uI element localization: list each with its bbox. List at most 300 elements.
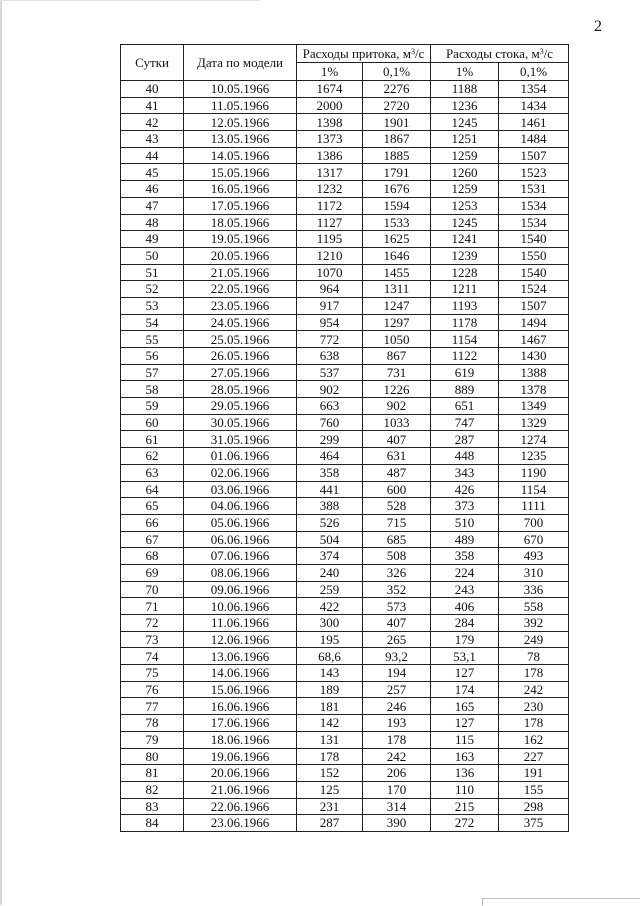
cell-inflow-1pct: 131	[297, 731, 363, 748]
cell-inflow-1pct: 287	[297, 815, 363, 832]
cell-day: 79	[121, 731, 184, 748]
cell-inflow-1pct: 537	[297, 364, 363, 381]
cell-inflow-1pct: 1674	[297, 81, 363, 98]
cell-outflow-1pct: 1259	[431, 181, 499, 198]
cell-date: 14.05.1966	[184, 147, 297, 164]
cell-day: 68	[121, 548, 184, 565]
cell-outflow-01pct: 700	[499, 514, 569, 531]
cell-outflow-01pct: 227	[499, 748, 569, 765]
table-row	[121, 564, 569, 581]
table-row	[121, 214, 569, 231]
cell-inflow-1pct: 299	[297, 431, 363, 448]
cell-outflow-01pct: 1507	[499, 147, 569, 164]
cell-outflow-1pct: 179	[431, 631, 499, 648]
cell-inflow-1pct: 195	[297, 631, 363, 648]
header-outflow-01pct: 0,1%	[499, 63, 569, 81]
cell-outflow-1pct: 287	[431, 431, 499, 448]
cell-inflow-01pct: 93,2	[363, 648, 431, 665]
cell-outflow-01pct: 1329	[499, 414, 569, 431]
cell-day: 65	[121, 498, 184, 515]
cell-inflow-01pct: 685	[363, 531, 431, 548]
cell-inflow-1pct: 917	[297, 297, 363, 314]
cell-day: 78	[121, 715, 184, 732]
cell-inflow-01pct: 1791	[363, 164, 431, 181]
cell-day: 45	[121, 164, 184, 181]
cell-day: 51	[121, 264, 184, 281]
cell-outflow-1pct: 224	[431, 564, 499, 581]
cell-inflow-01pct: 867	[363, 348, 431, 365]
cell-outflow-01pct: 1388	[499, 364, 569, 381]
cell-outflow-01pct: 178	[499, 715, 569, 732]
cell-day: 47	[121, 197, 184, 214]
cell-inflow-1pct: 504	[297, 531, 363, 548]
cell-outflow-1pct: 510	[431, 514, 499, 531]
cell-outflow-01pct: 155	[499, 781, 569, 798]
cell-day: 61	[121, 431, 184, 448]
table-row	[121, 197, 569, 214]
cell-inflow-1pct: 663	[297, 398, 363, 415]
cell-date: 04.06.1966	[184, 498, 297, 515]
table-row	[121, 348, 569, 365]
cell-outflow-01pct: 1534	[499, 197, 569, 214]
cell-inflow-1pct: 422	[297, 598, 363, 615]
cell-outflow-01pct: 1507	[499, 297, 569, 314]
cell-day: 82	[121, 781, 184, 798]
cell-outflow-1pct: 1154	[431, 331, 499, 348]
table-row	[121, 715, 569, 732]
cell-outflow-1pct: 619	[431, 364, 499, 381]
cell-day: 42	[121, 114, 184, 131]
cell-outflow-01pct: 310	[499, 564, 569, 581]
cell-day: 54	[121, 314, 184, 331]
cell-outflow-1pct: 1122	[431, 348, 499, 365]
cell-inflow-1pct: 638	[297, 348, 363, 365]
cell-inflow-01pct: 407	[363, 615, 431, 632]
cell-outflow-01pct: 1430	[499, 348, 569, 365]
cell-inflow-1pct: 902	[297, 381, 363, 398]
cell-outflow-01pct: 230	[499, 698, 569, 715]
cell-inflow-1pct: 125	[297, 781, 363, 798]
cell-outflow-1pct: 272	[431, 815, 499, 832]
cell-inflow-01pct: 194	[363, 665, 431, 682]
cell-outflow-01pct: 1461	[499, 114, 569, 131]
table-row	[121, 748, 569, 765]
cell-outflow-01pct: 1550	[499, 247, 569, 264]
cell-outflow-01pct: 558	[499, 598, 569, 615]
cell-day: 50	[121, 247, 184, 264]
cell-inflow-01pct: 1033	[363, 414, 431, 431]
table-row	[121, 231, 569, 248]
cell-inflow-1pct: 181	[297, 698, 363, 715]
cell-outflow-1pct: 1245	[431, 114, 499, 131]
cell-outflow-01pct: 670	[499, 531, 569, 548]
cell-date: 27.05.1966	[184, 364, 297, 381]
table-header	[121, 45, 569, 81]
cell-date: 13.06.1966	[184, 648, 297, 665]
cell-date: 23.06.1966	[184, 815, 297, 832]
table-row	[121, 698, 569, 715]
cell-outflow-1pct: 165	[431, 698, 499, 715]
cell-day: 48	[121, 214, 184, 231]
table-row	[121, 114, 569, 131]
cell-date: 22.05.1966	[184, 281, 297, 298]
cell-inflow-1pct: 240	[297, 564, 363, 581]
cell-date: 06.06.1966	[184, 531, 297, 548]
cell-inflow-01pct: 265	[363, 631, 431, 648]
header-date: Дата по модели	[184, 45, 297, 81]
cell-inflow-01pct: 390	[363, 815, 431, 832]
cell-inflow-01pct: 600	[363, 481, 431, 498]
table-row	[121, 615, 569, 632]
page-number: 2	[594, 18, 602, 35]
cell-date: 24.05.1966	[184, 314, 297, 331]
cell-date: 29.05.1966	[184, 398, 297, 415]
cell-date: 01.06.1966	[184, 448, 297, 465]
cell-day: 53	[121, 297, 184, 314]
header-outflow-text: Расходы стока, м	[445, 46, 540, 61]
cell-outflow-01pct: 1434	[499, 97, 569, 114]
header-inflow-text: Расходы притока, м	[302, 46, 411, 61]
cell-outflow-1pct: 110	[431, 781, 499, 798]
cell-outflow-01pct: 1523	[499, 164, 569, 181]
cell-inflow-1pct: 178	[297, 748, 363, 765]
cell-day: 66	[121, 514, 184, 531]
cell-outflow-01pct: 1484	[499, 131, 569, 148]
cell-date: 08.06.1966	[184, 564, 297, 581]
cell-day: 41	[121, 97, 184, 114]
cell-outflow-1pct: 127	[431, 715, 499, 732]
cell-inflow-1pct: 1070	[297, 264, 363, 281]
cell-outflow-1pct: 163	[431, 748, 499, 765]
cell-outflow-1pct: 406	[431, 598, 499, 615]
cell-outflow-01pct: 1190	[499, 464, 569, 481]
cell-date: 19.05.1966	[184, 231, 297, 248]
cell-outflow-1pct: 651	[431, 398, 499, 415]
cell-outflow-01pct: 375	[499, 815, 569, 832]
cell-inflow-01pct: 352	[363, 581, 431, 598]
cell-inflow-1pct: 954	[297, 314, 363, 331]
table-row	[121, 164, 569, 181]
cell-outflow-1pct: 889	[431, 381, 499, 398]
cell-date: 21.05.1966	[184, 264, 297, 281]
header-inflow-sup: 3	[411, 47, 415, 56]
cell-day: 64	[121, 481, 184, 498]
cell-outflow-1pct: 448	[431, 448, 499, 465]
table-row	[121, 414, 569, 431]
cell-inflow-1pct: 1398	[297, 114, 363, 131]
cell-outflow-1pct: 53,1	[431, 648, 499, 665]
cell-inflow-01pct: 257	[363, 681, 431, 698]
cell-outflow-1pct: 1193	[431, 297, 499, 314]
table-row	[121, 247, 569, 264]
cell-day: 75	[121, 665, 184, 682]
cell-date: 26.05.1966	[184, 348, 297, 365]
cell-day: 63	[121, 464, 184, 481]
cell-inflow-1pct: 152	[297, 765, 363, 782]
cell-inflow-1pct: 358	[297, 464, 363, 481]
cell-outflow-1pct: 747	[431, 414, 499, 431]
cell-inflow-01pct: 902	[363, 398, 431, 415]
cell-inflow-1pct: 772	[297, 331, 363, 348]
cell-outflow-01pct: 249	[499, 631, 569, 648]
cell-date: 28.05.1966	[184, 381, 297, 398]
cell-day: 44	[121, 147, 184, 164]
cell-outflow-01pct: 1540	[499, 264, 569, 281]
cell-outflow-01pct: 1235	[499, 448, 569, 465]
cell-day: 77	[121, 698, 184, 715]
cell-inflow-01pct: 407	[363, 431, 431, 448]
cell-outflow-01pct: 1494	[499, 314, 569, 331]
cell-outflow-1pct: 1211	[431, 281, 499, 298]
header-inflow	[297, 45, 431, 63]
table-body	[121, 81, 569, 832]
cell-outflow-1pct: 1228	[431, 264, 499, 281]
cell-outflow-01pct: 1534	[499, 214, 569, 231]
cell-outflow-01pct: 1349	[499, 398, 569, 415]
table-row	[121, 448, 569, 465]
cell-inflow-01pct: 170	[363, 781, 431, 798]
cell-inflow-01pct: 206	[363, 765, 431, 782]
table-row	[121, 364, 569, 381]
cell-date: 10.05.1966	[184, 81, 297, 98]
cell-date: 31.05.1966	[184, 431, 297, 448]
cell-day: 57	[121, 364, 184, 381]
cell-outflow-1pct: 115	[431, 731, 499, 748]
cell-day: 52	[121, 281, 184, 298]
cell-outflow-1pct: 426	[431, 481, 499, 498]
cell-inflow-01pct: 1247	[363, 297, 431, 314]
cell-day: 56	[121, 348, 184, 365]
cell-day: 49	[121, 231, 184, 248]
table-row	[121, 464, 569, 481]
cell-inflow-01pct: 631	[363, 448, 431, 465]
cell-date: 12.05.1966	[184, 114, 297, 131]
cell-day: 73	[121, 631, 184, 648]
cell-date: 03.06.1966	[184, 481, 297, 498]
cell-inflow-1pct: 68,6	[297, 648, 363, 665]
cell-day: 40	[121, 81, 184, 98]
cell-outflow-01pct: 78	[499, 648, 569, 665]
cell-outflow-1pct: 373	[431, 498, 499, 515]
cell-inflow-01pct: 1455	[363, 264, 431, 281]
cell-inflow-01pct: 1533	[363, 214, 431, 231]
cell-date: 12.06.1966	[184, 631, 297, 648]
cell-outflow-01pct: 162	[499, 731, 569, 748]
cell-date: 07.06.1966	[184, 548, 297, 565]
cell-inflow-1pct: 526	[297, 514, 363, 531]
cell-outflow-1pct: 1178	[431, 314, 499, 331]
cell-inflow-01pct: 326	[363, 564, 431, 581]
cell-outflow-1pct: 1251	[431, 131, 499, 148]
cell-date: 10.06.1966	[184, 598, 297, 615]
table-row	[121, 548, 569, 565]
table-row	[121, 431, 569, 448]
table-row	[121, 264, 569, 281]
table-row	[121, 314, 569, 331]
cell-date: 20.05.1966	[184, 247, 297, 264]
cell-outflow-01pct: 191	[499, 765, 569, 782]
header-outflow-sup: 3	[539, 47, 544, 56]
cell-date: 13.05.1966	[184, 131, 297, 148]
cell-outflow-1pct: 358	[431, 548, 499, 565]
cell-inflow-1pct: 1172	[297, 197, 363, 214]
header-inflow-unit: /с	[415, 46, 425, 61]
cell-inflow-1pct: 374	[297, 548, 363, 565]
cell-date: 21.06.1966	[184, 781, 297, 798]
cell-outflow-01pct: 178	[499, 665, 569, 682]
cell-inflow-01pct: 1625	[363, 231, 431, 248]
table-row	[121, 81, 569, 98]
cell-outflow-1pct: 174	[431, 681, 499, 698]
cell-day: 71	[121, 598, 184, 615]
cell-outflow-1pct: 1260	[431, 164, 499, 181]
cell-inflow-01pct: 1885	[363, 147, 431, 164]
cell-outflow-01pct: 1154	[499, 481, 569, 498]
header-outflow-unit: /с	[543, 46, 554, 61]
header-day: Сутки	[121, 45, 184, 81]
table-row	[121, 681, 569, 698]
cell-outflow-1pct: 1241	[431, 231, 499, 248]
cell-inflow-1pct: 441	[297, 481, 363, 498]
header-inflow-1pct: 1%	[297, 63, 363, 81]
cell-outflow-01pct: 392	[499, 615, 569, 632]
cell-inflow-01pct: 242	[363, 748, 431, 765]
cell-day: 80	[121, 748, 184, 765]
cell-inflow-1pct: 1317	[297, 164, 363, 181]
cell-outflow-1pct: 127	[431, 665, 499, 682]
cell-inflow-01pct: 508	[363, 548, 431, 565]
cell-date: 09.06.1966	[184, 581, 297, 598]
table-row	[121, 815, 569, 832]
cell-day: 67	[121, 531, 184, 548]
cell-day: 84	[121, 815, 184, 832]
table-row	[121, 147, 569, 164]
cell-date: 11.05.1966	[184, 97, 297, 114]
cell-outflow-1pct: 243	[431, 581, 499, 598]
table-row	[121, 498, 569, 515]
cell-outflow-1pct: 1253	[431, 197, 499, 214]
cell-date: 30.05.1966	[184, 414, 297, 431]
cell-outflow-01pct: 242	[499, 681, 569, 698]
cell-day: 76	[121, 681, 184, 698]
cell-date: 17.05.1966	[184, 197, 297, 214]
table-row	[121, 481, 569, 498]
cell-day: 55	[121, 331, 184, 348]
table-row	[121, 131, 569, 148]
table-row	[121, 331, 569, 348]
cell-inflow-01pct: 487	[363, 464, 431, 481]
cell-inflow-1pct: 1210	[297, 247, 363, 264]
cell-outflow-01pct: 1111	[499, 498, 569, 515]
table-row	[121, 297, 569, 314]
cell-inflow-01pct: 528	[363, 498, 431, 515]
cell-date: 19.06.1966	[184, 748, 297, 765]
cell-inflow-1pct: 1232	[297, 181, 363, 198]
cell-inflow-01pct: 1867	[363, 131, 431, 148]
cell-inflow-01pct: 2720	[363, 97, 431, 114]
cell-inflow-1pct: 464	[297, 448, 363, 465]
cell-inflow-01pct: 573	[363, 598, 431, 615]
cell-day: 46	[121, 181, 184, 198]
cell-day: 72	[121, 615, 184, 632]
cell-day: 69	[121, 564, 184, 581]
table-row	[121, 781, 569, 798]
cell-outflow-1pct: 343	[431, 464, 499, 481]
cell-inflow-01pct: 1311	[363, 281, 431, 298]
header-inflow-01pct: 0,1%	[363, 63, 431, 81]
page-edge-left	[0, 0, 2, 905]
cell-date: 25.05.1966	[184, 331, 297, 348]
cell-inflow-1pct: 964	[297, 281, 363, 298]
table-row	[121, 398, 569, 415]
cell-inflow-01pct: 1226	[363, 381, 431, 398]
cell-inflow-1pct: 300	[297, 615, 363, 632]
table-row	[121, 514, 569, 531]
cell-outflow-1pct: 1236	[431, 97, 499, 114]
cell-day: 58	[121, 381, 184, 398]
cell-outflow-01pct: 1540	[499, 231, 569, 248]
table-row	[121, 731, 569, 748]
cell-outflow-1pct: 1245	[431, 214, 499, 231]
cell-inflow-1pct: 259	[297, 581, 363, 598]
cell-day: 74	[121, 648, 184, 665]
cell-day: 83	[121, 798, 184, 815]
cell-outflow-1pct: 489	[431, 531, 499, 548]
header-outflow-1pct: 1%	[431, 63, 499, 81]
cell-inflow-01pct: 193	[363, 715, 431, 732]
cell-inflow-1pct: 1127	[297, 214, 363, 231]
cell-outflow-01pct: 1378	[499, 381, 569, 398]
cell-outflow-1pct: 1239	[431, 247, 499, 264]
cell-inflow-01pct: 715	[363, 514, 431, 531]
cell-inflow-1pct: 231	[297, 798, 363, 815]
table-row	[121, 648, 569, 665]
cell-outflow-1pct: 1188	[431, 81, 499, 98]
cell-outflow-01pct: 1524	[499, 281, 569, 298]
cell-date: 05.06.1966	[184, 514, 297, 531]
cell-inflow-1pct: 388	[297, 498, 363, 515]
cell-outflow-01pct: 298	[499, 798, 569, 815]
cell-outflow-01pct: 493	[499, 548, 569, 565]
cell-outflow-1pct: 284	[431, 615, 499, 632]
cell-inflow-1pct: 2000	[297, 97, 363, 114]
cell-outflow-1pct: 215	[431, 798, 499, 815]
cell-outflow-01pct: 1531	[499, 181, 569, 198]
cell-outflow-01pct: 1467	[499, 331, 569, 348]
cell-date: 16.06.1966	[184, 698, 297, 715]
table-row	[121, 97, 569, 114]
cell-date: 18.06.1966	[184, 731, 297, 748]
header-outflow	[431, 45, 569, 63]
table-row	[121, 798, 569, 815]
cell-day: 70	[121, 581, 184, 598]
cell-day: 43	[121, 131, 184, 148]
cell-inflow-1pct: 143	[297, 665, 363, 682]
cell-date: 22.06.1966	[184, 798, 297, 815]
cell-outflow-01pct: 1354	[499, 81, 569, 98]
cell-date: 02.06.1966	[184, 464, 297, 481]
cell-outflow-1pct: 1259	[431, 147, 499, 164]
cell-inflow-01pct: 1676	[363, 181, 431, 198]
table-row	[121, 381, 569, 398]
cell-inflow-01pct: 1050	[363, 331, 431, 348]
cell-date: 18.05.1966	[184, 214, 297, 231]
cell-inflow-1pct: 1195	[297, 231, 363, 248]
cell-inflow-01pct: 1594	[363, 197, 431, 214]
cell-outflow-01pct: 336	[499, 581, 569, 598]
cell-day: 60	[121, 414, 184, 431]
cell-date: 16.05.1966	[184, 181, 297, 198]
